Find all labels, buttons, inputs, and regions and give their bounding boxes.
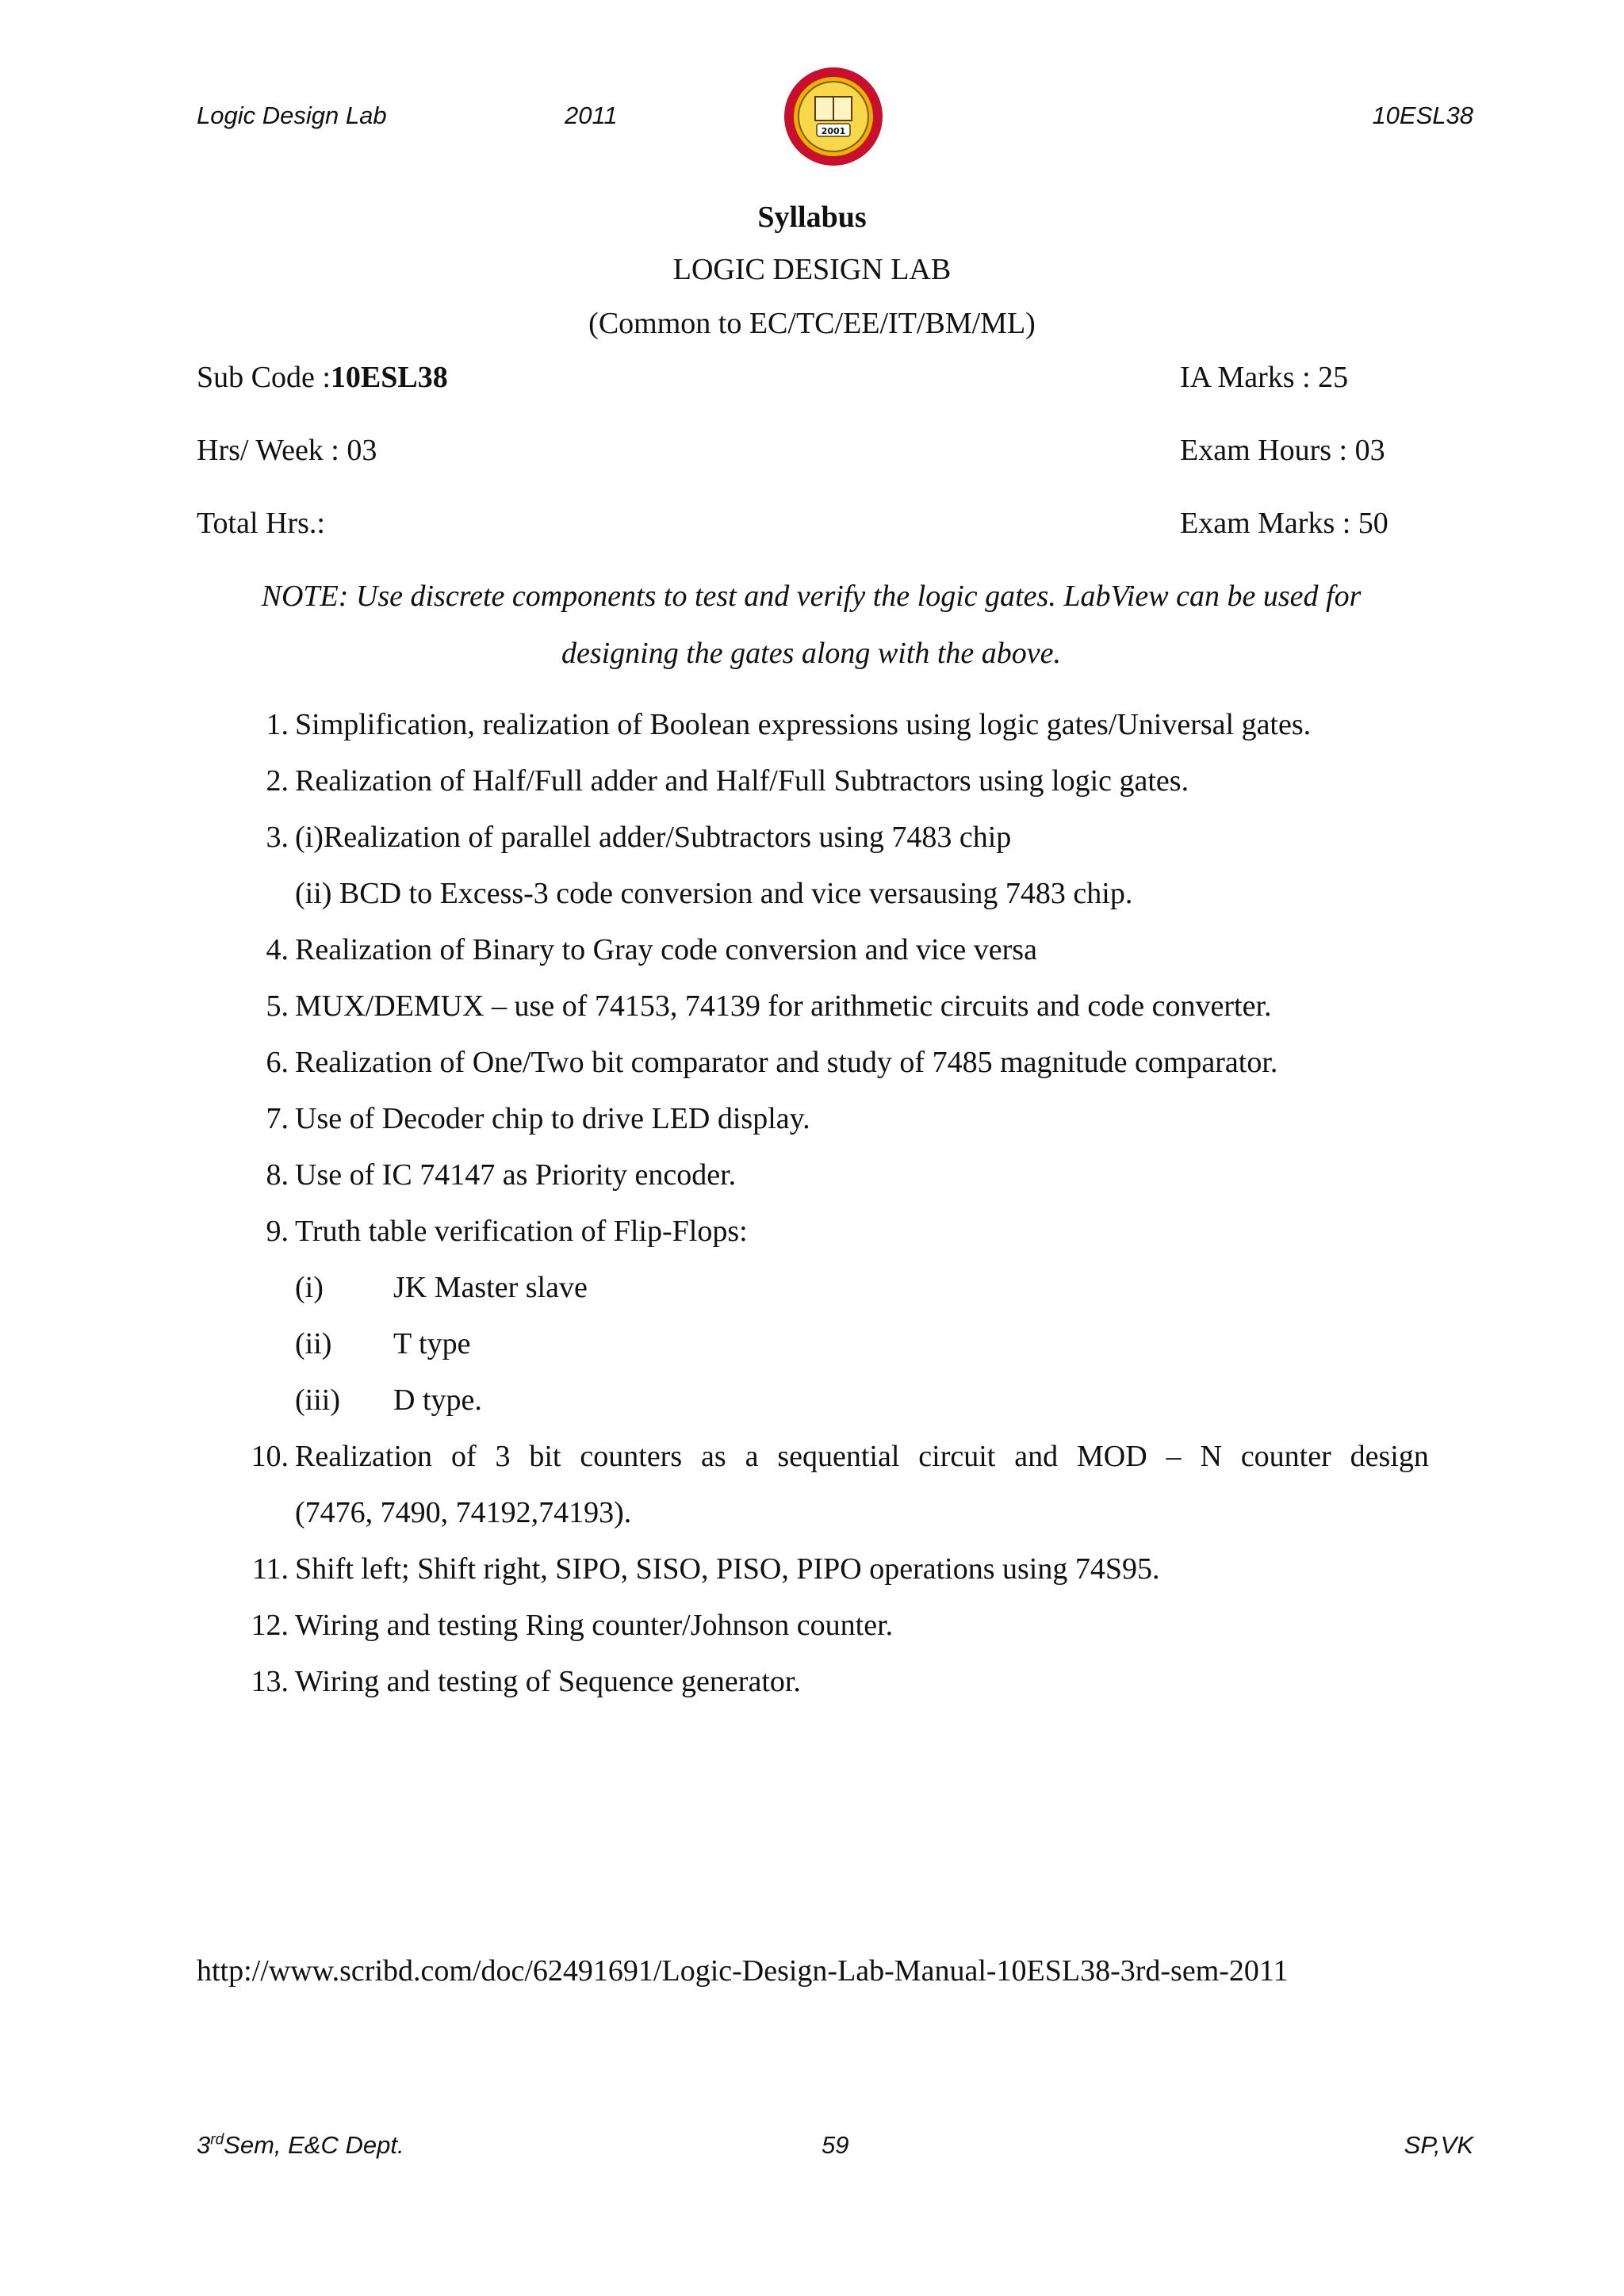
college-seal-icon [782, 65, 885, 168]
word: sequential [777, 1440, 900, 1473]
word: of [450, 1440, 477, 1473]
footer-semester: 3rdSem, E&C Dept. [197, 2131, 404, 2159]
ia-marks: IA Marks : 25 [1180, 361, 1349, 394]
word: – [1166, 1440, 1182, 1473]
footer-authors: SP,VK [1404, 2131, 1473, 2159]
total-hrs: Total Hrs.: [197, 507, 325, 540]
word: counter [1240, 1440, 1331, 1473]
page-title: Syllabus [757, 201, 867, 234]
header-year: 2011 [565, 101, 618, 129]
logo-year: 2001 [821, 126, 846, 136]
word: and [1014, 1440, 1059, 1473]
word: N [1200, 1440, 1222, 1473]
word: a [745, 1440, 759, 1473]
page-number: 59 [822, 2131, 849, 2159]
sub-code-value: 10ESL38 [330, 361, 448, 394]
word: as [701, 1440, 726, 1473]
word: design [1350, 1440, 1429, 1473]
word: 3 [495, 1440, 511, 1473]
note-line-2: designing the gates along with the above. [561, 637, 1062, 670]
header-title: Logic Design Lab [197, 101, 387, 129]
sub-code: Sub Code :10ESL38 [197, 361, 448, 394]
document-page: Logic Design Lab 2011 10ESL38 2001 Syllabus LOGIC DESIGN LAB (Common to EC/TC/EE/IT/BM/ML) Sub Code :10ESL38 IA Marks : 25 Hrs/ Week : 03 Exam Hours : 03 Total Hrs.: Exam Marks : 50 NOTE: Use discrete components to test and verify the logic gates. LabView can be used for designing the gates along with the above. 1. Simplification, realization of Boolean expressions using logic gates/Universal gates. 2. Realization of Half/Full adder and Half/Full Subtractors using logic gates. 3. (i)Realization of parallel adder/Subtractors using 7483 chip (ii) BCD to Excess-3 code conversion and vice versausing 7483 chip. 4. Realization of Binary to Gray code conversion and vice versa 5. MUX/DEMUX – use of 74153, 74139 for arithmetic circuits and code converter. 6. Realization of One/Two bit comparator and study of 7485 magnitude comparator. 7. Use of Decoder chip to drive LED display. 8. Use of IC 74147 as Priority encoder. 9. Truth table verification of Flip-Flops: (i) JK Master slave (ii) T type (iii) D type. 10. Realization of 3 bit counters as a sequential circuit and MOD – N counter design (7476, 7490, 74192,74193). 11. Shift left; Shift right, SIPO, SISO, PISO, PIPO operations using 74S95. 12. Wiring and testing Ring counter/Johnson counter. 13. Wiring and testing of Sequence generator. http://www.scribd.com/doc/62491691/Logic-Design-Lab-Manual-10ESL38-3rd-sem-2011 3rdSem, E&C Dept. 59 SP,VK [0, 0, 1624, 2296]
exam-marks: Exam Marks : 50 [1180, 507, 1388, 540]
exam-hours: Exam Hours : 03 [1180, 434, 1385, 467]
note-line-1: NOTE: Use discrete components to test and verify the logic gates. LabView can be used for [261, 580, 1362, 613]
header-code: 10ESL38 [1372, 101, 1473, 129]
course-branches: (Common to EC/TC/EE/IT/BM/ML) [588, 307, 1036, 340]
word: bit [529, 1440, 561, 1473]
hrs-week: Hrs/ Week : 03 [197, 434, 377, 467]
word: Realization [295, 1440, 433, 1473]
word: MOD [1077, 1440, 1147, 1473]
source-link[interactable]: http://www.scribd.com/doc/62491691/Logic-Design-Lab-Manual-10ESL38-3rd-sem-2011 [197, 1954, 1289, 1988]
course-name: LOGIC DESIGN LAB [672, 253, 952, 286]
word: counters [580, 1440, 683, 1473]
word: circuit [918, 1440, 996, 1473]
justified-line [295, 1439, 1429, 1474]
